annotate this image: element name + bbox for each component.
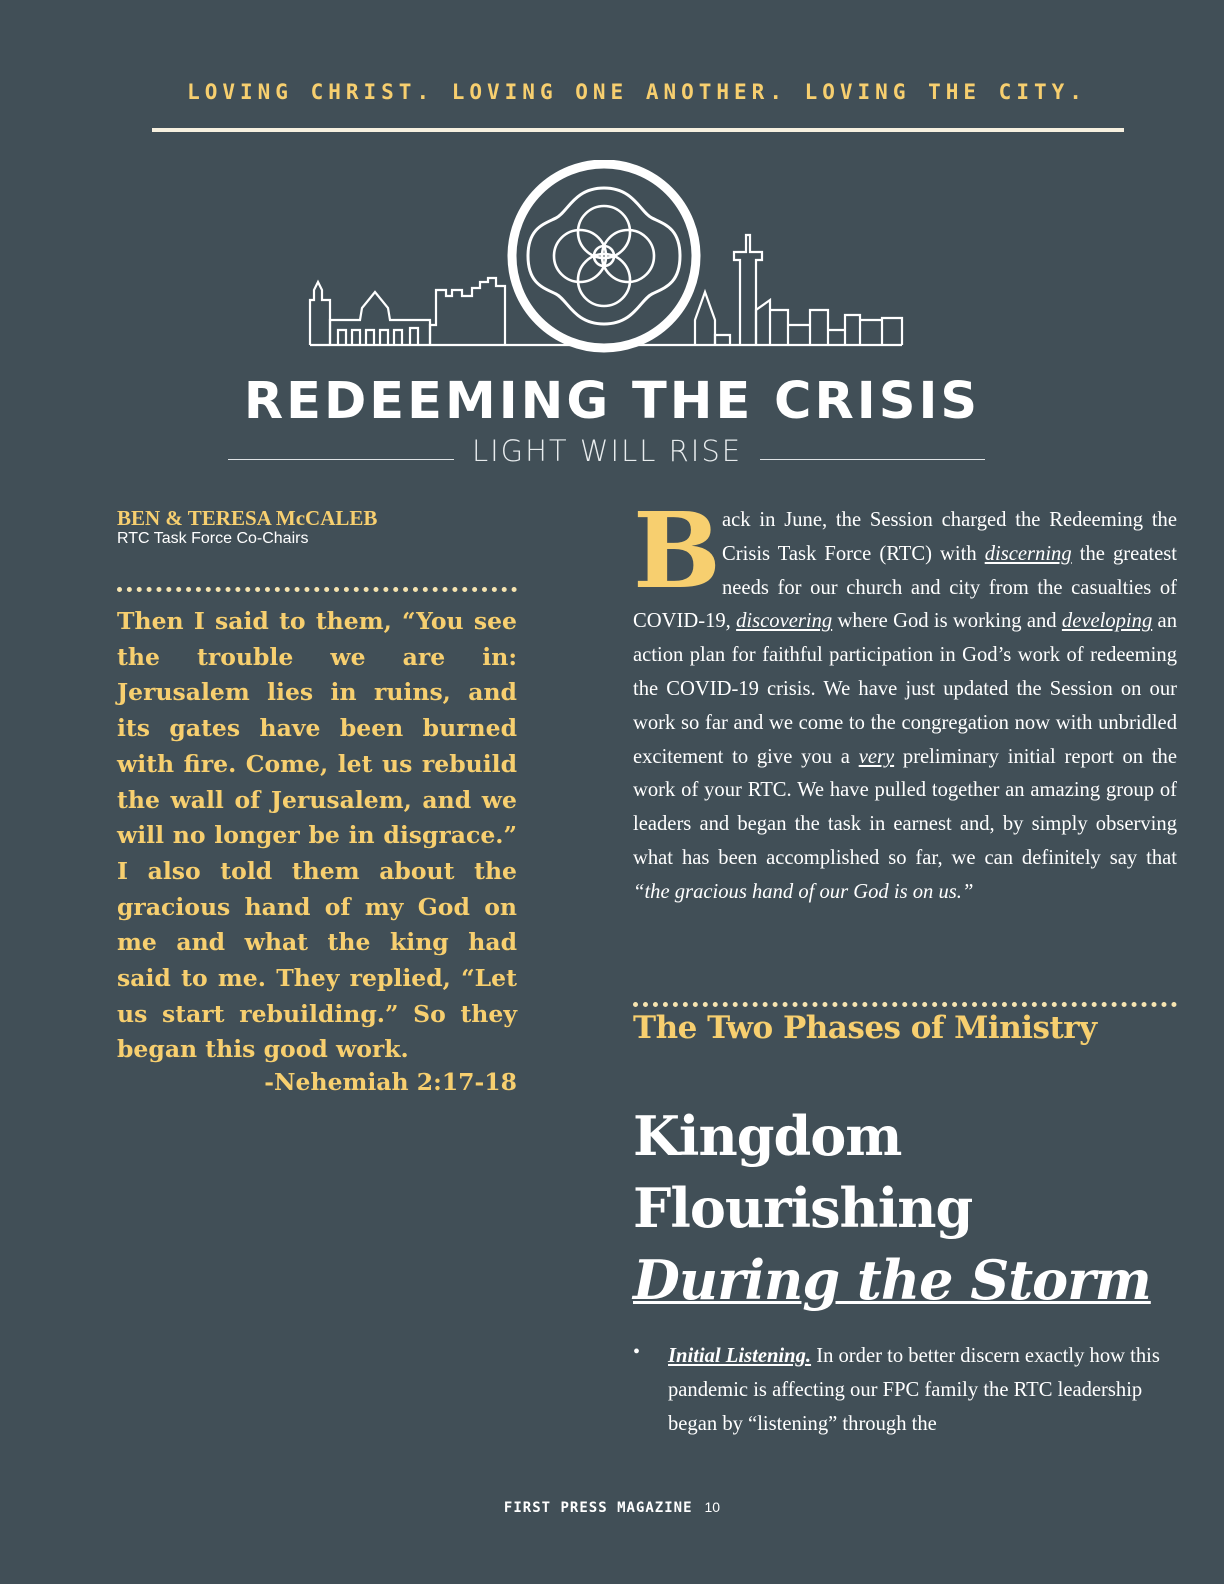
bullet-marker: •	[633, 1341, 641, 1363]
tagline: LOVING CHRIST. LOVING ONE ANOTHER. LOVING THE CITY.	[187, 80, 1087, 104]
intro-text-4: an action plan for faithful participation in God’s work of redeeming the COVID-19 crisis. We have just updated the Session on our work so far and we come to the congregation now with unbridled excitement to give you a	[633, 610, 1177, 768]
intro-closing-quote: “the gracious hand of our God is on us.”	[633, 880, 974, 903]
author-role: RTC Task Force Co-Chairs	[117, 530, 309, 547]
subtitle-rule-right	[760, 459, 985, 460]
intro-emphasis-developing: developing	[1061, 610, 1153, 633]
intro-text-2: the greatest needs for our church and city from the casualties of COVID-19,	[633, 542, 1177, 633]
page-number: 10	[704, 1499, 721, 1515]
scripture-quote: Then I said to them, “You see the trouble we are in: Jerusalem lies in ruins, and its gates have been burned with fire. Come, let us rebuild the wall of Jerusalem, and we will no longer be in disgrace.” I also told them about the gracious hand of my God on me and what the king had said to me. They replied, “Let us start rebuilding.” So they began this good work.	[117, 607, 517, 1064]
bullet-lead: Initial Listening.	[668, 1345, 812, 1367]
main-title: REDEEMING THE CRISIS	[243, 372, 981, 431]
subtitle: LIGHT WILL RISE	[471, 434, 743, 468]
drop-cap: B	[633, 489, 721, 612]
feature-headline	[633, 1100, 1193, 1316]
magazine-name: FIRST PRESS MAGAZINE	[503, 1500, 693, 1516]
author-names: BEN & TERESA McCALEB	[117, 506, 378, 530]
intro-emphasis-discovering: discovering	[736, 610, 833, 633]
bullet-body: In order to better discern exactly how this pandemic is affecting our FPC family the RTC leadership began by “listening” through the	[668, 1345, 1160, 1435]
dotted-divider-left	[117, 587, 517, 592]
headline-line-3: During the Storm	[633, 1248, 1151, 1312]
intro-text-3: where God is working and	[832, 610, 1062, 633]
intro-text-1: ack in June, the Session charged the Redeeming the Crisis Task Force (RTC) with	[722, 509, 1177, 565]
subtitle-rule-left	[228, 459, 454, 460]
intro-emphasis-discerning: discerning	[984, 542, 1072, 565]
intro-text-5: preliminary initial report on the work of your RTC. We have pulled together an amazing group of leaders and began the task in earnest and, by simply observing what has been accomplished so far, we can definitely say that	[633, 745, 1177, 869]
bullet-item	[668, 1340, 1178, 1441]
dotted-divider-right	[633, 1002, 1177, 1007]
scripture-citation: -Nehemiah 2:17-18	[264, 1068, 517, 1096]
header-rule	[152, 128, 1124, 132]
headline-line-2: Flourishing	[633, 1176, 973, 1240]
intro-paragraph	[633, 504, 1177, 910]
intro-emphasis-very: very	[858, 745, 895, 768]
headline-line-1: Kingdom	[633, 1104, 902, 1168]
page-footer	[0, 1497, 1224, 1516]
section-heading: The Two Phases of Ministry	[633, 1010, 1097, 1046]
city-skyline-cross-emblem-icon	[300, 160, 920, 360]
